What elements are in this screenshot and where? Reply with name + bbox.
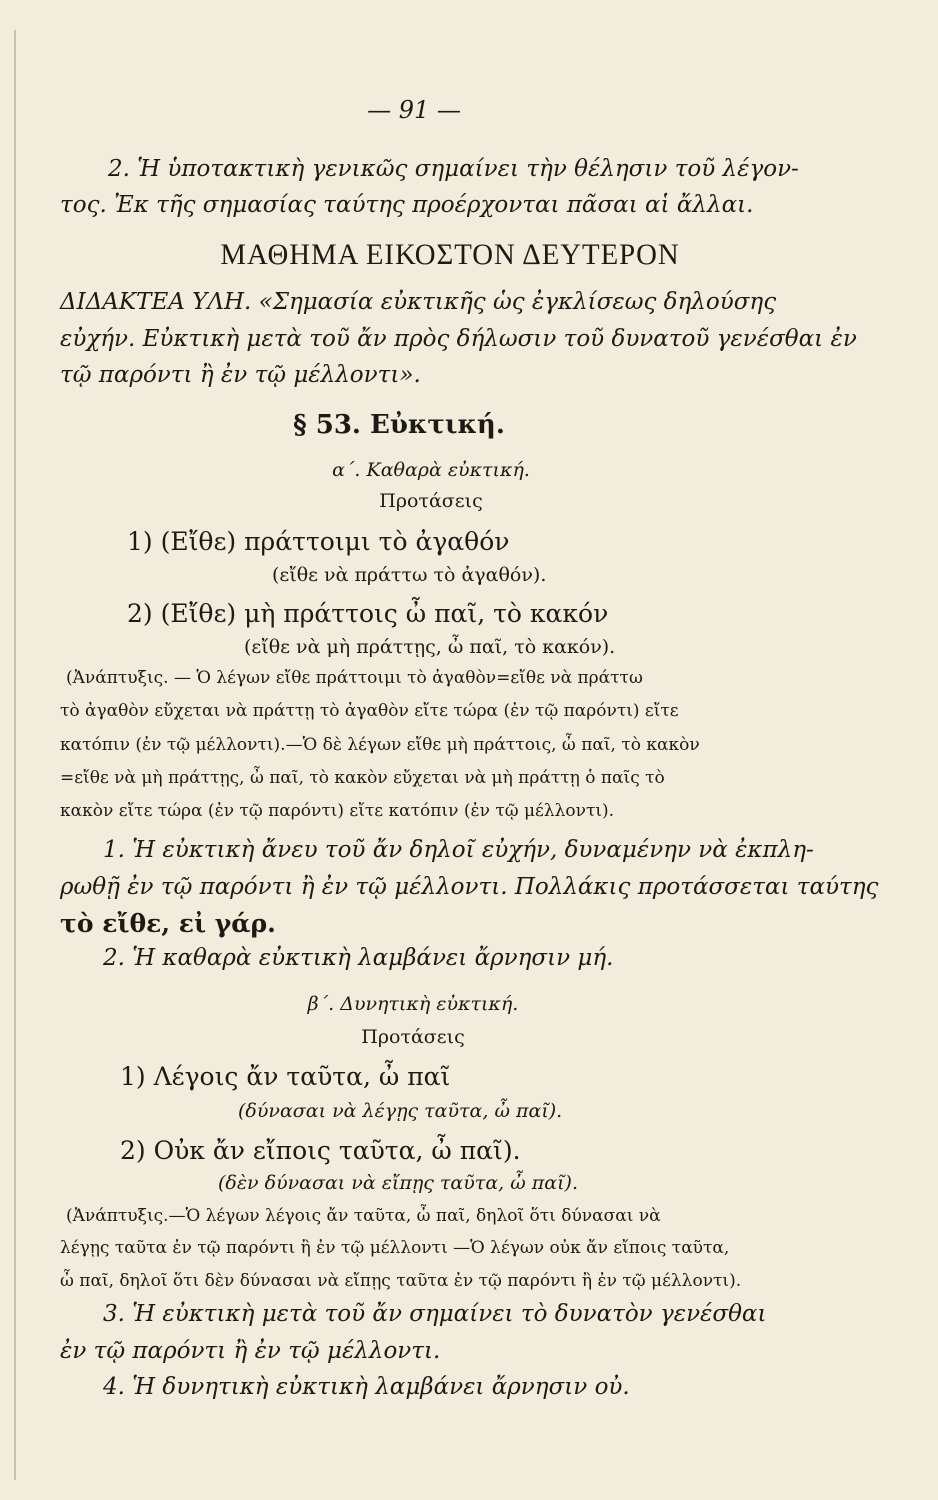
sentence-a-2-translation: (εἴθε νὰ μὴ πράττῃς, ὦ παῖ, τὸ κακόν). <box>244 636 616 658</box>
analysis-b-line-1: (Ἀνάπτυξις.—Ὁ λέγων λέγοις ἄν ταῦτα, ὦ παῖ, δηλοῖ ὅτι δύνασαι νὰ <box>66 1206 661 1226</box>
sentence-b-2-translation: (δὲν δύνασαι νὰ εἴπῃς ταῦτα, ὦ παῖ). <box>218 1172 578 1194</box>
material-line-3: τῷ παρόντι ἢ ἐν τῷ μέλλοντι». <box>60 362 421 388</box>
rule-2: 2. Ἡ καθαρὰ εὐκτικὴ λαμβάνει ἄρνησιν μή. <box>103 945 614 971</box>
subheading-b: β΄. Δυνητικὴ εὐκτική. <box>307 993 519 1015</box>
sentence-a-1-translation: (εἴθε νὰ πράττω τὸ ἀγαθόν). <box>272 564 547 586</box>
sentence-b-2: 2) Οὐκ ἄν εἴποις ταῦτα, ὦ παῖ). <box>120 1136 521 1165</box>
subheading-a: α΄. Καθαρὰ εὐκτική. <box>332 459 530 481</box>
analysis-a-line-5: κακὸν εἴτε τώρα (ἐν τῷ παρόντι) εἴτε κατόπιν (ἐν τῷ μέλλοντι). <box>60 801 615 821</box>
rule-1-line-2: ρωθῇ ἐν τῷ παρόντι ἢ ἐν τῷ μέλλοντι. Πολλάκις προτάσσεται ταύτης <box>60 874 879 900</box>
rule-1-line-1: 1. Ἡ εὐκτικὴ ἄνευ τοῦ ἄν δηλοῖ εὐχήν, δυναμένην νὰ ἐκπλη- <box>103 837 814 863</box>
rule-1-line-3: τὸ εἴθε, εἰ γάρ. <box>60 909 276 938</box>
rule-3-line-1: 3. Ἡ εὐκτικὴ μετὰ τοῦ ἄν σημαίνει τὸ δυνατὸν γενέσθαι <box>103 1301 767 1327</box>
sentence-b-1: 1) Λέγοις ἄν ταῦτα, ὦ παῖ <box>120 1062 451 1091</box>
sentences-label-b: Προτάσεις <box>361 1026 465 1048</box>
rule-3-line-2: ἐν τῷ παρόντι ἢ ἐν τῷ μέλλοντι. <box>60 1338 441 1364</box>
material-line-2: εὐχήν. Εὐκτικὴ μετὰ τοῦ ἄν πρὸς δήλωσιν τοῦ δυνατοῦ γενέσθαι ἐν <box>60 326 857 352</box>
analysis-b-line-2: λέγῃς ταῦτα ἐν τῷ παρόντι ἢ ἐν τῷ μέλλοντι —Ὁ λέγων οὐκ ἄν εἴποις ταῦτα, <box>60 1238 730 1258</box>
sentence-b-1-translation: (δύνασαι νὰ λέγῃς ταῦτα, ὦ παῖ). <box>238 1100 563 1122</box>
rule-4: 4. Ἡ δυνητικὴ εὐκτικὴ λαμβάνει ἄρνησιν οὐ. <box>103 1374 630 1400</box>
sentence-a-1: 1) (Εἴθε) πράττοιμι τὸ ἀγαθόν <box>127 527 510 556</box>
analysis-a-line-1: (Ἀνάπτυξις. — Ὁ λέγων εἴθε πράττοιμι τὸ ἀγαθὸν=εἴθε νὰ πράττω <box>66 668 643 688</box>
intro-line-2: τος. Ἐκ τῆς σημασίας ταύτης προέρχονται πᾶσαι αἱ ἄλλαι. <box>60 192 754 218</box>
analysis-b-line-3: ὦ παῖ, δηλοῖ ὅτι δὲν δύνασαι νὰ εἴπῃς ταῦτα ἐν τῷ παρόντι ἢ ἐν τῷ μέλλοντι). <box>60 1271 742 1291</box>
section-title: § 53. Εὐκτική. <box>293 410 505 440</box>
page-number: — 91 — <box>367 96 461 124</box>
sentences-label-a: Προτάσεις <box>379 490 483 512</box>
intro-line-1: 2. Ἡ ὑποτακτικὴ γενικῶς σημαίνει τὴν θέλησιν τοῦ λέγον- <box>108 156 799 182</box>
material-line-1: ΔΙΔΑΚΤΕΑ ΥΛΗ. «Σημασία εὐκτικῆς ὡς ἐγκλίσεως δηλούσης <box>60 289 777 315</box>
sentence-a-2: 2) (Εἴθε) μὴ πράττοις ὦ παῖ, τὸ κακόν <box>127 599 609 628</box>
lesson-title: ΜΑΘΗΜΑ ΕΙΚΟΣΤΟΝ ΔΕΥΤΕΡΟΝ <box>220 238 680 271</box>
analysis-a-line-4: =εἴθε νὰ μὴ πράττῃς, ὦ παῖ, τὸ κακὸν εὔχεται νὰ μὴ πράττῃ ὁ παῖς τὸ <box>60 768 665 788</box>
analysis-a-line-3: κατόπιν (ἐν τῷ μέλλοντι).—Ὁ δὲ λέγων εἴθε μὴ πράττοις, ὦ παῖ, τὸ κακὸν <box>60 735 700 755</box>
analysis-a-line-2: τὸ ἀγαθὸν εὔχεται νὰ πράττῃ τὸ ἀγαθὸν εἴτε τώρα (ἐν τῷ παρόντι) εἴτε <box>60 701 679 721</box>
